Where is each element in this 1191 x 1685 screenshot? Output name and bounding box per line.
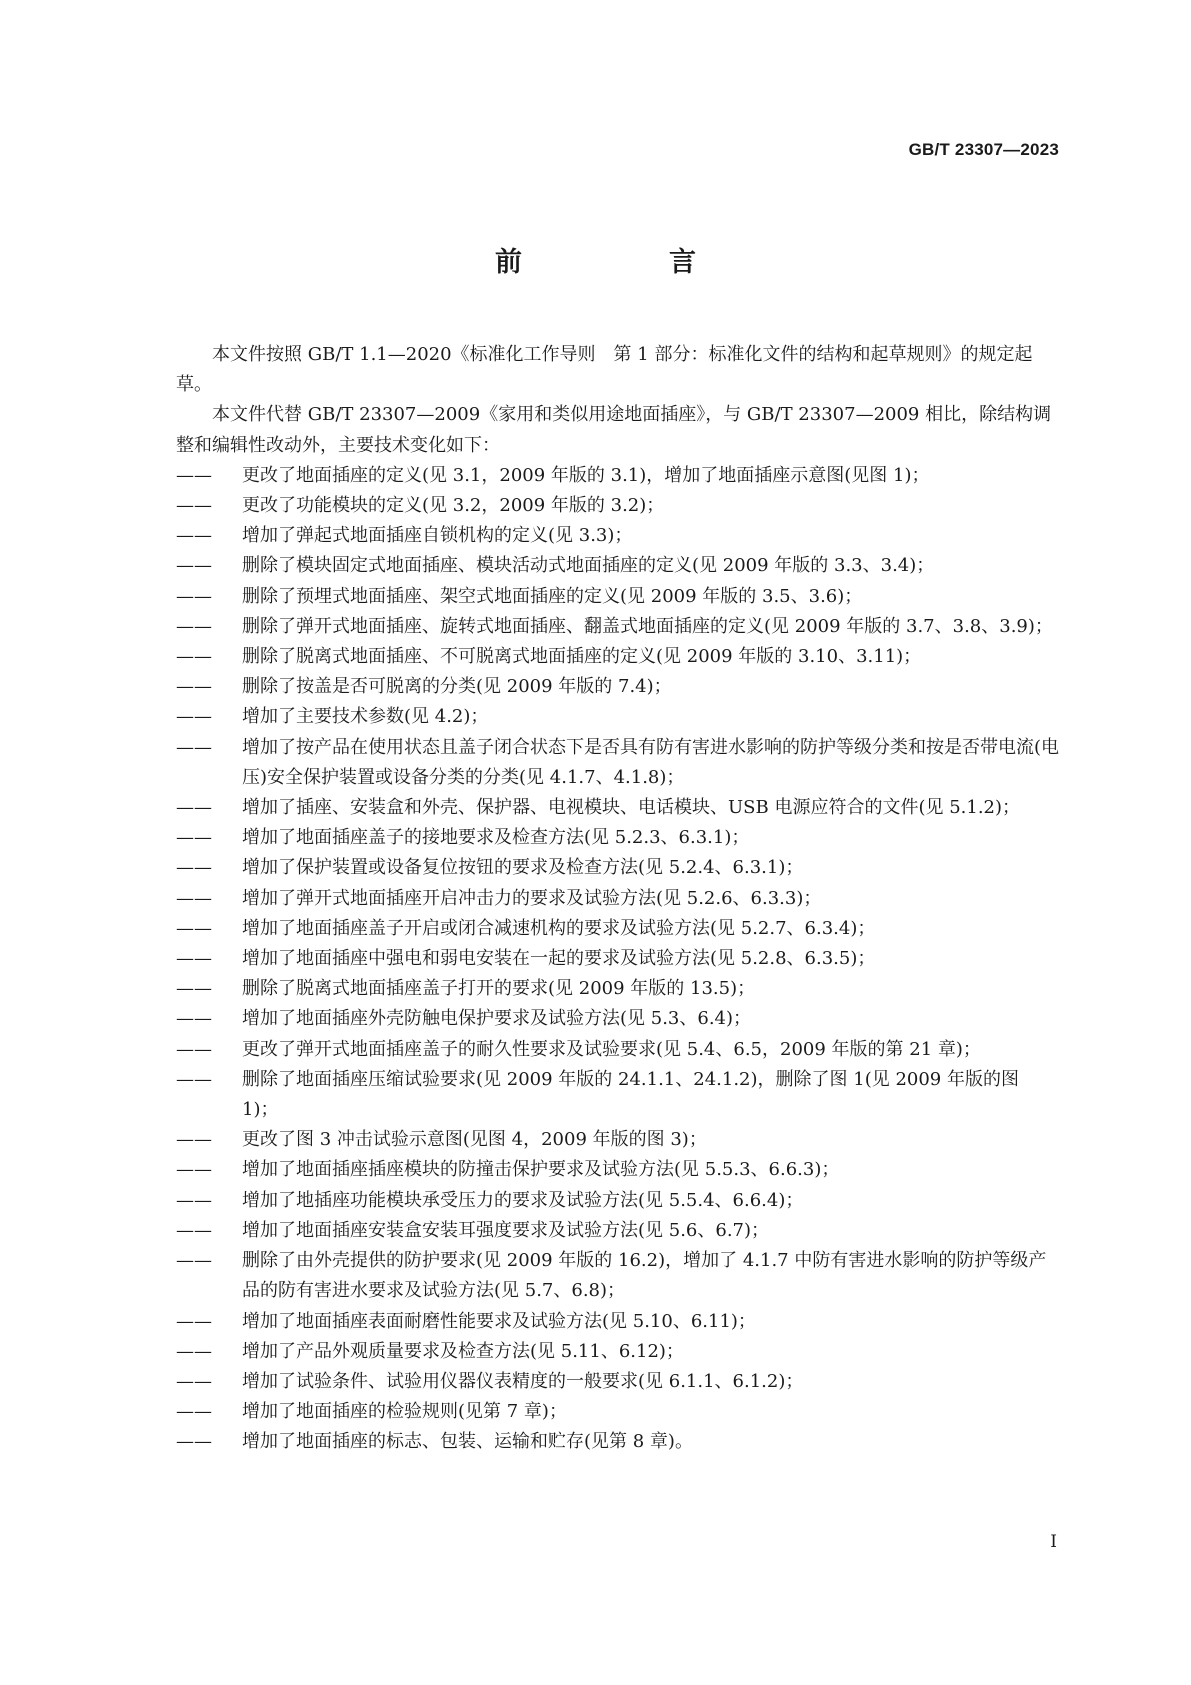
change-text: 删除了地面插座压缩试验要求(见 2009 年版的 24.1.1、24.1.2)，删除了图 1(见 2009 年版的图 1)； [242,1068,1019,1121]
change-text: 删除了按盖是否可脱离的分类(见 2009 年版的 7.4)； [242,676,672,698]
change-item [176,1397,1060,1427]
change-text: 更改了地面插座的定义(见 3.1，2009 年版的 3.1)，增加了地面插座示意图(见图 1)； [242,464,930,486]
list-dash: —— [176,1401,212,1423]
change-text: 增加了地面插座的检验规则(见第 7 章)； [242,1401,567,1423]
change-item [176,733,1060,793]
change-text: 删除了预埋式地面插座、架空式地面插座的定义(见 2009 年版的 3.5、3.6)； [242,585,863,607]
list-dash: —— [176,676,212,698]
change-item [176,551,1060,581]
list-dash: —— [176,1038,212,1060]
change-item [176,1035,1060,1065]
change-text: 增加了地面插座盖子的接地要求及检查方法(见 5.2.3、6.3.1)； [242,827,750,849]
list-dash: —— [176,1129,212,1151]
change-item [176,1004,1060,1034]
change-item [176,1125,1060,1155]
list-dash: —— [176,706,212,728]
change-text: 增加了主要技术参数(见 4.2)； [242,706,489,728]
change-item [176,702,1060,732]
list-dash: —— [176,1250,212,1272]
list-dash: —— [176,525,212,547]
change-item [176,1427,1060,1457]
change-item [176,1337,1060,1367]
change-item [176,793,1060,823]
list-dash: —— [176,1219,212,1241]
change-text: 增加了试验条件、试验用仪器仪表精度的一般要求(见 6.1.1、6.1.2)； [242,1370,804,1392]
change-text: 增加了地面插座外壳防触电保护要求及试验方法(见 5.3、6.4)； [242,1008,752,1030]
change-text: 增加了弹起式地面插座自锁机构的定义(见 3.3)； [242,525,633,547]
list-dash: —— [176,797,212,819]
change-item [176,944,1060,974]
list-dash: —— [176,1431,212,1453]
list-dash: —— [176,1159,212,1181]
change-text: 删除了脱离式地面插座、不可脱离式地面插座的定义(见 2009 年版的 3.10、3.11)； [242,646,922,668]
change-text: 增加了产品外观质量要求及检查方法(见 5.11、6.12)； [242,1340,684,1362]
list-dash: —— [176,887,212,909]
change-text: 增加了地插座功能模块承受压力的要求及试验方法(见 5.5.4、6.6.4)； [242,1189,804,1211]
list-dash: —— [176,948,212,970]
list-dash: —— [176,464,212,486]
change-text: 更改了功能模块的定义(见 3.2，2009 年版的 3.2)； [242,495,665,517]
change-item [176,853,1060,883]
change-item [176,612,1060,642]
change-text: 增加了地面插座盖子开启或闭合减速机构的要求及试验方法(见 5.2.7、6.3.4)； [242,917,876,939]
change-item [176,1307,1060,1337]
list-dash: —— [176,1370,212,1392]
change-item [176,1186,1060,1216]
change-item [176,1216,1060,1246]
paragraph-drafting-basis [176,340,1060,400]
list-dash: —— [176,827,212,849]
change-item [176,521,1060,551]
changes-list [176,461,1060,1458]
list-dash: —— [176,1310,212,1332]
page-number: I [1050,1532,1057,1552]
change-item [176,1065,1060,1125]
change-item [176,823,1060,853]
change-text: 增加了地面插座表面耐磨性能要求及试验方法(见 5.10、6.11)； [242,1310,756,1332]
list-dash: —— [176,1008,212,1030]
change-item [176,642,1060,672]
list-dash: —— [176,615,212,637]
list-dash: —— [176,585,212,607]
list-dash: —— [176,646,212,668]
change-item [176,914,1060,944]
change-text: 增加了地面插座中强电和弱电安装在一起的要求及试验方法(见 5.2.8、6.3.5)； [242,948,876,970]
list-dash: —— [176,555,212,577]
page-title: 前 言 [495,247,756,278]
change-item [176,1155,1060,1185]
list-dash: —— [176,495,212,517]
change-item [176,1367,1060,1397]
change-text: 删除了由外壳提供的防护要求(见 2009 年版的 16.2)，增加了 4.1.7 中防有害进水影响的防护等级产品的防有害进水要求及试验方法(见 5.7、6.8)； [242,1250,1047,1302]
change-item [176,884,1060,914]
list-dash: —— [176,1068,212,1090]
change-text: 增加了插座、安装盒和外壳、保护器、电视模块、电话模块、USB 电源应符合的文件(见 5.1.2)； [242,797,1021,819]
paragraph-text: 本文件代替 GB/T 23307—2009《家用和类似用途地面插座》，与 GB/T 23307—2009 相比，除结构调整和编辑性改动外，主要技术变化如下： [176,404,1052,456]
change-text: 删除了模块固定式地面插座、模块活动式地面插座的定义(见 2009 年版的 3.3、3.4)； [242,555,935,577]
paragraph-replacement [176,400,1060,460]
list-dash: —— [176,1340,212,1362]
change-text: 增加了地面插座插座模块的防撞击保护要求及试验方法(见 5.5.3、6.6.3)； [242,1159,840,1181]
change-item [176,974,1060,1004]
preface-body [176,340,1060,1458]
change-item [176,491,1060,521]
change-text: 增加了保护装置或设备复位按钮的要求及检查方法(见 5.2.4、6.3.1)； [242,857,804,879]
change-item [176,1246,1060,1306]
standard-code: GB/T 23307—2023 [908,140,1059,159]
change-item [176,461,1060,491]
paragraph-text: 本文件按照 GB/T 1.1—2020《标准化工作导则 第 1 部分：标准化文件的结构和起草规则》的规定起草。 [176,344,1033,396]
list-dash: —— [176,978,212,1000]
list-dash: —— [176,736,212,758]
change-text: 增加了按产品在使用状态且盖子闭合状态下是否具有防有害进水影响的防护等级分类和按是否带电流(电压)安全保护装置或设备分类的分类(见 4.1.7、4.1.8)； [242,736,1060,788]
change-item [176,672,1060,702]
change-text: 增加了地面插座的标志、包装、运输和贮存(见第 8 章)。 [242,1431,693,1453]
list-dash: —— [176,917,212,939]
change-text: 更改了图 3 冲击试验示意图(见图 4，2009 年版的图 3)； [242,1129,707,1151]
change-text: 更改了弹开式地面插座盖子的耐久性要求及试验要求(见 5.4、6.5，2009 年版的第 21 章)； [242,1038,981,1060]
change-text: 删除了脱离式地面插座盖子打开的要求(见 2009 年版的 13.5)； [242,978,756,1000]
change-text: 删除了弹开式地面插座、旋转式地面插座、翻盖式地面插座的定义(见 2009 年版的 3.7、3.8、3.9)； [242,615,1053,637]
list-dash: —— [176,1189,212,1211]
list-dash: —— [176,857,212,879]
change-text: 增加了地面插座安装盒安装耳强度要求及试验方法(见 5.6、6.7)； [242,1219,770,1241]
change-item [176,582,1060,612]
change-text: 增加了弹开式地面插座开启冲击力的要求及试验方法(见 5.2.6、6.3.3)； [242,887,822,909]
